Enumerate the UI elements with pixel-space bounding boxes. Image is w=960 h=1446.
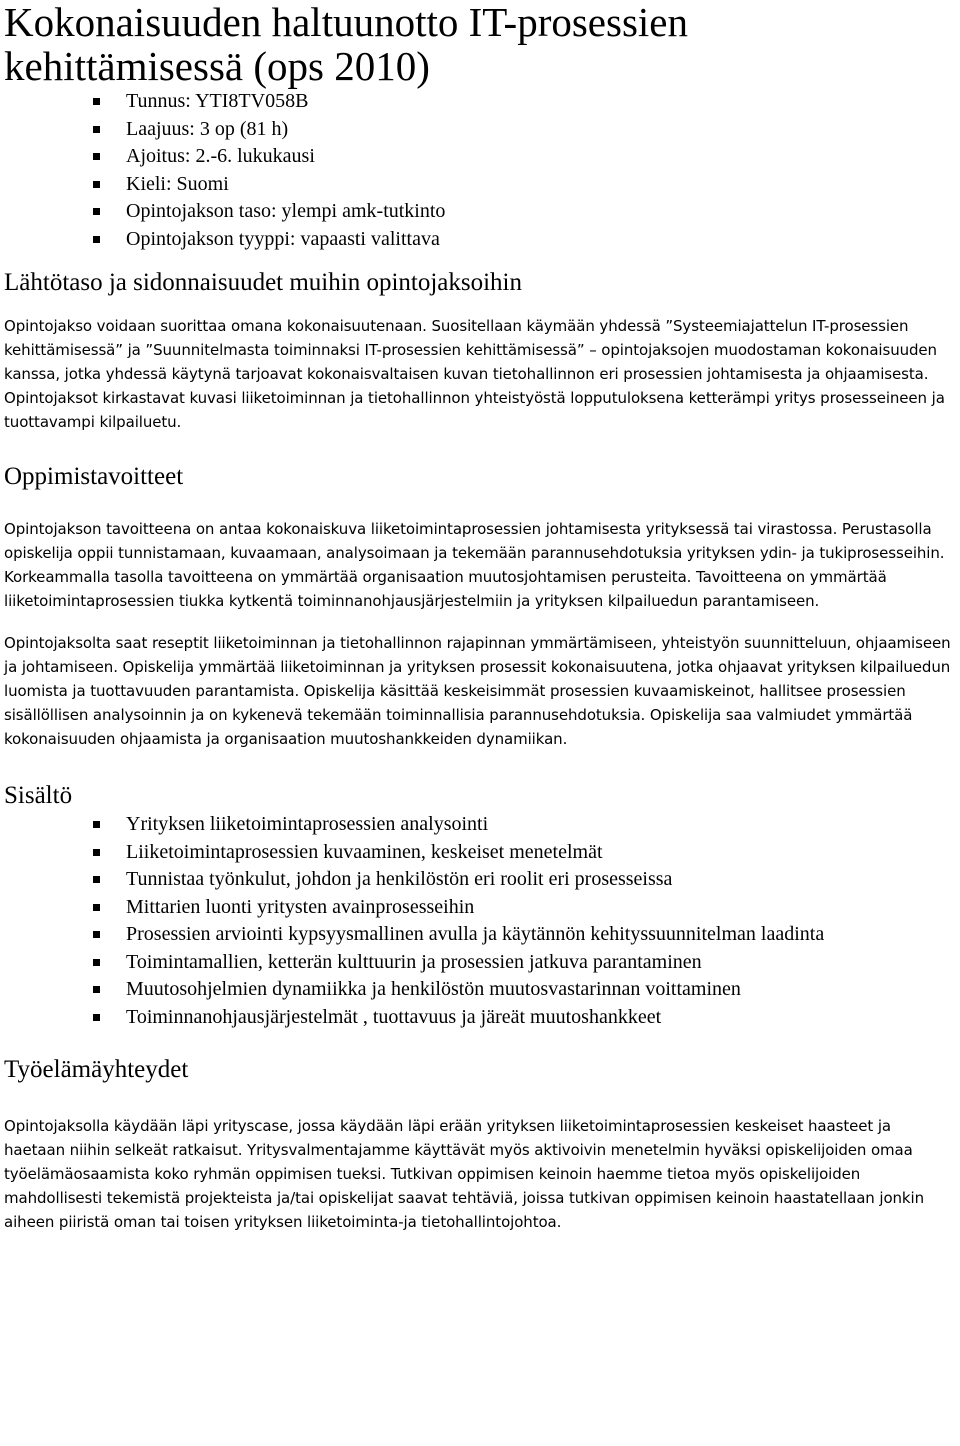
info-item-type: Opintojakson tyyppi: vapaasti valittava (126, 226, 956, 254)
content-item: Toiminnanohjausjärjestelmät , tuottavuus ja järeät muutoshankkeet (126, 1004, 956, 1032)
content-item: Toimintamallien, ketterän kulttuurin ja prosessien jatkuva parantaminen (126, 949, 956, 977)
prereq-heading: Lähtötaso ja sidonnaisuudet muihin opintojaksoihin (4, 269, 523, 296)
content-item: Prosessien arviointi kypsyysmallinen avulla ja käytännön kehityssuunnitelman laadinta (126, 921, 956, 949)
work-heading: Työelämäyhteydet (4, 1056, 189, 1083)
prereq-paragraph: Opintojakso voidaan suorittaa omana kokonaisuutenaan. Suositellaan käymään yhdessä ”Systeemiajattelun IT-prosessien kehittämisessä” ja ”Suunnitelmasta toiminnaksi IT-prosessien kehittämisessä” – opintojaksojen muodostaman kokonaisuuden kanssa, jotka yhdessä käytynä tarjoavat kokonaisvaltaisen kuvan tietohallinnon eri prosessien johtamisesta ja ohjaamisesta. Opintojaksot kirkastavat kuvasi liiketoiminnan ja tietohallinnon yhteistyöstä lopputuloksena ketterämpi yritys prosesseineen ja tuottavampi kilpailuetu. (4, 317, 945, 431)
content-item: Yrityksen liiketoimintaprosessien analysointi (126, 811, 956, 839)
content-item: Liiketoimintaprosessien kuvaaminen, keskeiset menetelmät (126, 839, 956, 867)
course-info-list (4, 88, 956, 253)
title-line-2: kehittämisessä (ops 2010) (4, 43, 430, 89)
content-item: Mittarien luonti yritysten avainprosesseihin (126, 894, 956, 922)
title-line-1: Kokonaisuuden haltuunotto IT-prosessien (4, 0, 689, 45)
content-heading: Sisältö (4, 782, 73, 809)
document-title (4, 0, 956, 88)
info-item-code: Tunnus: YTI8TV058B (126, 88, 956, 116)
content-item: Muutosohjelmien dynamiikka ja henkilöstön muutosvastarinnan voittaminen (126, 976, 956, 1004)
goals-paragraph-2: Opintojaksolta saat reseptit liiketoiminnan ja tietohallinnon rajapinnan ymmärtämiseen, yhteistyön suunnitteluun, ohjaamiseen ja johtamiseen. Opiskelija ymmärtää liiketoiminnan ja yrityksen prosessit kokonaisuutena, jotka ohjaavat yrityksen kilpailuedun luomista ja tuottavuuden parantamista. Opiskelija käsittää keskeisimmät prosessien kuvaamiskeinot, hallitsee prosessien sisällöllisen analysoinnin ja on kykenevä tekemään toiminnallisia parannusehdotuksia. Opiskelija saa valmiudet ymmärtää kokonaisuuden ohjaamista ja organisaation muutoshankkeiden dynamiikan. (4, 634, 951, 748)
info-item-timing: Ajoitus: 2.-6. lukukausi (126, 143, 956, 171)
work-paragraph: Opintojaksolla käydään läpi yrityscase, jossa käydään läpi erään yrityksen liiketoimintaprosessien keskeiset haasteet ja haetaan niihin selkeät ratkaisut. Yritysvalmentajamme käyttävät myös aktivoivin menetelmin hyväksi opiskelijoiden omaa työelämäosaamista koko ryhmän oppimisen tueksi. Tutkivan oppimisen keinoin haemme tietoa myös opiskelijoiden mahdollisesti tekemistä projekteista ja/tai opiskelijat saavat tehtäviä, joissa tutkivan oppimisen keinoin haastatellaan jonkin aiheen piiristä oman tai toisen yrityksen liiketoiminta-ja tietohallintojohtoa. (4, 1117, 924, 1231)
goals-heading: Oppimistavoitteet (4, 463, 184, 490)
content-list (4, 811, 956, 1031)
content-item: Tunnistaa työnkulut, johdon ja henkilöstön eri roolit eri prosesseissa (126, 866, 956, 894)
info-item-level: Opintojakson taso: ylempi amk-tutkinto (126, 198, 956, 226)
goals-paragraph-1: Opintojakson tavoitteena on antaa kokonaiskuva liiketoimintaprosessien johtamisesta yrityksessä tai virastossa. Perustasolla opiskelija oppii tunnistamaan, kuvaamaan, analysoimaan ja tekemään parannusehdotuksia yrityksen ydin- ja tukiprosesseihin. Korkeammalla tasolla tavoitteena on ymmärtää organisaation muutosjohtamisen perusteita. Tavoitteena on ymmärtää liiketoimintaprosessien tiukka kytkentä toiminnanohjausjärjestelmiin ja yrityksen kilpailuedun parantamiseen. (4, 520, 945, 610)
info-item-credits: Laajuus: 3 op (81 h) (126, 116, 956, 144)
info-item-language: Kieli: Suomi (126, 171, 956, 199)
